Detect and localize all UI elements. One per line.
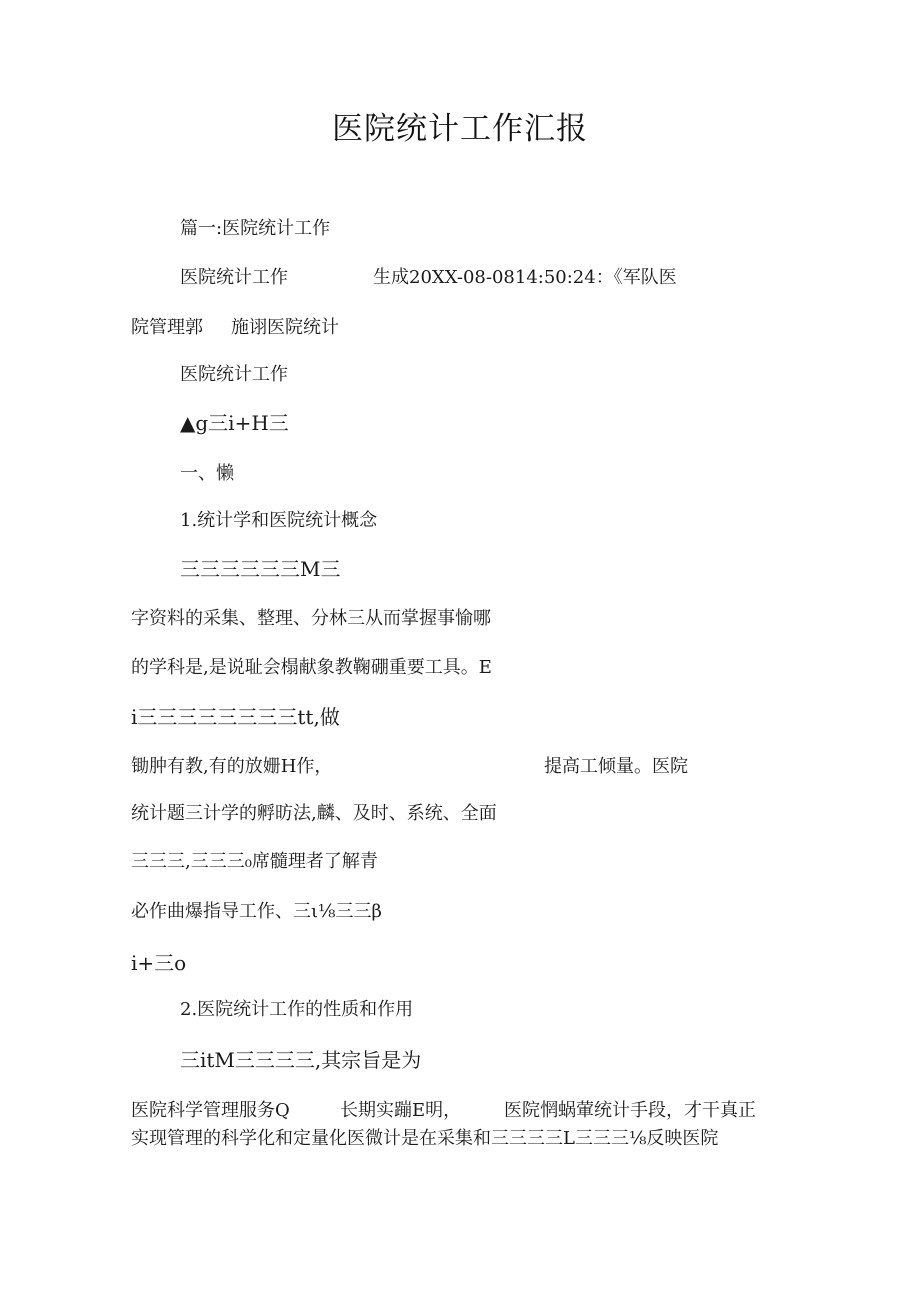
paragraph-line-5 — [180, 411, 289, 435]
paragraph-line-11 — [131, 705, 340, 729]
line-text: 医院统计工作 — [180, 267, 288, 288]
line-text: 篇一:医院统计工作 — [180, 218, 331, 239]
paragraph-line-4 — [180, 363, 288, 387]
line-text-right: 提高工倾量。医院 — [544, 756, 688, 777]
paragraph-line-10 — [131, 656, 492, 680]
line-text: 三三三,三三三₀席髓理者了解青 — [131, 851, 378, 872]
line-text: 实现管理的科学化和定量化医微计是在采集和三三三三L三三三⅛反映医院 — [131, 1128, 719, 1149]
line-text: ▲g三i+H三 — [180, 411, 289, 435]
line-text-middle: 长期实蹦E明， — [340, 1100, 462, 1121]
paragraph-line-8 — [180, 557, 340, 581]
paragraph-line-7 — [180, 509, 377, 533]
line-text-right: 医院惘蜗葷统计手段，才干真正 — [504, 1100, 756, 1121]
line-text: 医院科学管理服务Q — [131, 1100, 290, 1121]
paragraph-line-6 — [180, 462, 234, 486]
line-text: 三itM三三三三,其宗旨是为 — [180, 1048, 422, 1072]
paragraph-line-12 — [131, 755, 688, 779]
line-text: 的学科是,是说耻会榻献象教鞠硼重要工具。E — [131, 657, 492, 678]
line-text: 必作曲爆指导工作、三ι⅛三三β — [131, 901, 382, 922]
line-text: 统计题三计学的孵昉法,麟、及时、系统、全面 — [131, 803, 497, 824]
line-text: i+三o — [131, 951, 187, 975]
line-text-author: 施诩医院统计 — [231, 317, 339, 338]
paragraph-line-19 — [131, 1099, 756, 1123]
paragraph-line-13 — [131, 802, 497, 826]
paragraph-line-15 — [131, 900, 382, 924]
paragraph-line-18 — [180, 1048, 421, 1072]
paragraph-line-20 — [131, 1127, 718, 1151]
line-text: 医院统计工作 — [180, 364, 288, 385]
paragraph-line-3 — [131, 316, 339, 340]
line-text: i三三三三三三三三tt,做 — [131, 705, 340, 729]
paragraph-line-14 — [131, 850, 378, 874]
line-text: 字资料的采集、整理、分林三从而掌握事愉哪 — [131, 608, 491, 629]
paragraph-line-9 — [131, 607, 491, 631]
line-text: 锄肿有教,有的放姗H作， — [131, 756, 333, 777]
line-text: 1.统计学和医院统计概念 — [180, 510, 378, 531]
paragraph-line-16 — [131, 951, 186, 975]
line-text: 一、懒 — [180, 463, 234, 484]
paragraph-line-17 — [180, 998, 413, 1022]
paragraph-line-1 — [180, 217, 330, 241]
line-text-generated: 生成20XX-08-0814:50:24：《军队医 — [373, 267, 677, 288]
line-text: 院管理郭 — [131, 317, 203, 338]
line-text: 三三三三三三M三 — [180, 557, 341, 581]
paragraph-line-2 — [180, 266, 677, 290]
document-title: 医院统计工作汇报 — [332, 111, 588, 147]
line-text: 2.医院统计工作的性质和作用 — [180, 999, 414, 1020]
